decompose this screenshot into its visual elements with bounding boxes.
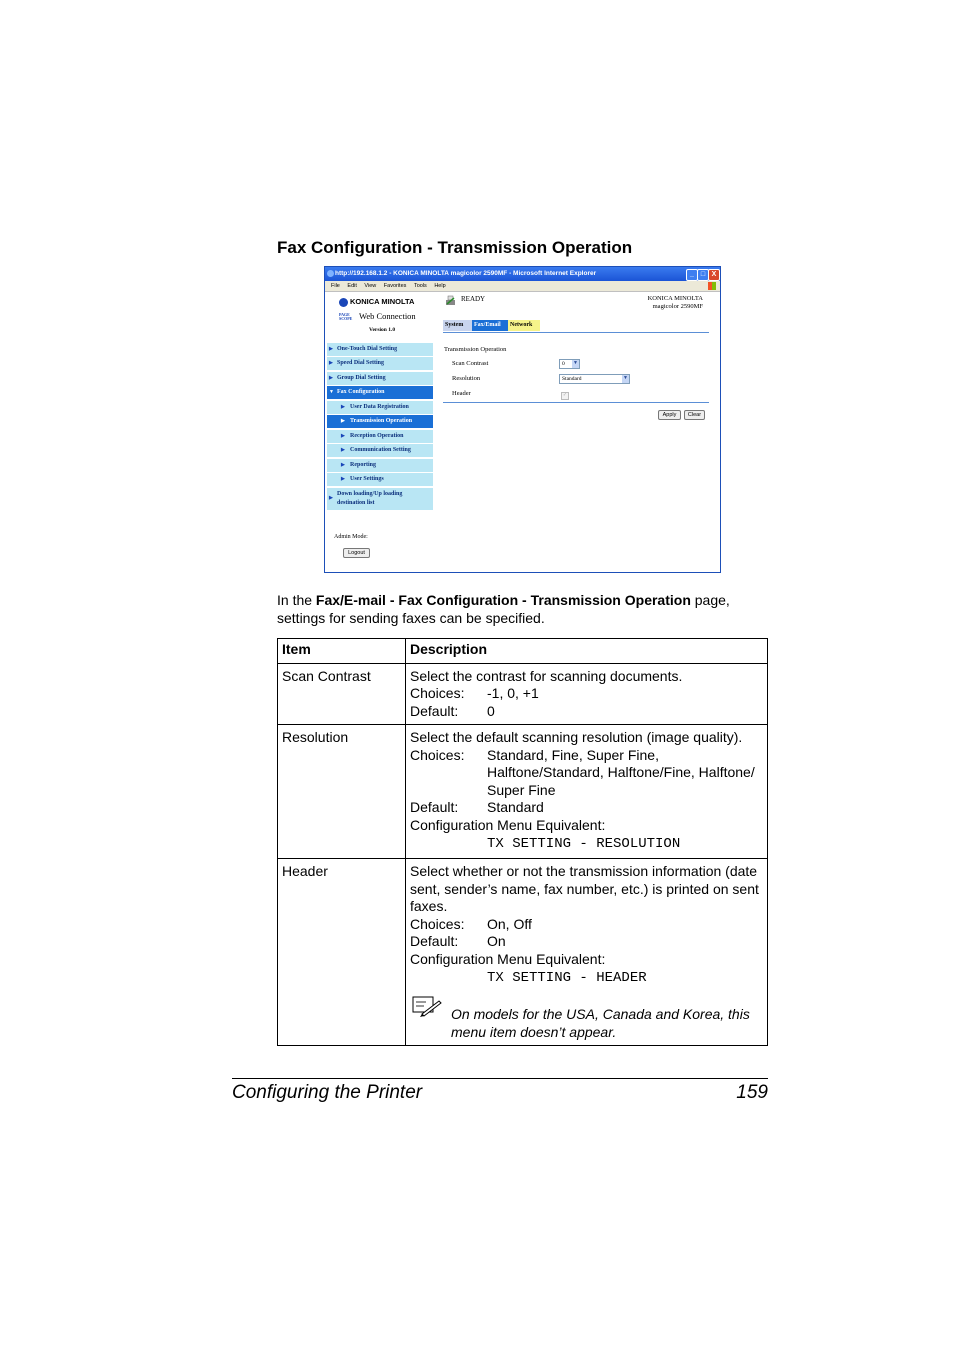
browser-titlebar <box>325 267 720 281</box>
web-connection-logo: PAGE SCOPE Web Connection <box>339 311 416 322</box>
section-title: Fax Configuration - Transmission Operation <box>277 238 633 257</box>
settings-table <box>277 638 768 1046</box>
sidebar-item-one-touch-dial[interactable]: ▶ One-Touch Dial Setting <box>327 343 433 356</box>
item-cell: Header <box>278 859 406 1046</box>
sidebar-item-transmission-operation[interactable]: ▶ Transmission Operation <box>327 415 433 428</box>
intro-paragraph: In the Fax/E-mail - Fax Configuration - Transmission Operation page, settings for sending faxes can be specified. <box>277 592 730 626</box>
item-cell: Resolution <box>278 725 406 859</box>
sidebar-item-group-dial[interactable]: ▶ Group Dial Setting <box>327 372 433 385</box>
arrow-right-icon: ▶ <box>329 376 333 381</box>
sidebar-item-download-upload[interactable]: ▶ Down loading/Up loading destination list <box>327 488 433 510</box>
item-cell: Scan Contrast <box>278 663 406 725</box>
tab-system[interactable]: System <box>443 320 472 331</box>
ie-icon <box>327 270 334 277</box>
sidebar-item-communication-setting[interactable]: ▶ Communication Setting <box>327 444 433 457</box>
printer-status-icon <box>445 295 456 307</box>
form-divider <box>443 402 709 403</box>
menu-tools[interactable]: Tools <box>413 283 427 289</box>
description-cell: Select the default scanning resolution (image quality). Choices: Standard, Fine, Super Fine, Halftone/Standard, Halftone/Fine, Halftone/ Super Fine Default: Standard Configuration Menu Equivalent: TX SETTING - RESOLUTION <box>406 725 768 859</box>
apply-button[interactable]: Apply <box>658 410 681 420</box>
konica-minolta-mark-icon <box>339 298 348 307</box>
description-cell: Select whether or not the transmission information (date sent, sender’s name, fax number, etc.) is printed on sent faxes. Choices: On, Off Default: On Configuration Menu Equivalent: TX SETTING - HEADER On models for the USA, Canada and Korea, this menu item doesn’t appear. <box>406 859 768 1046</box>
windows-logo-icon <box>708 282 716 290</box>
sidebar-item-user-settings[interactable]: ▶ User Settings <box>327 473 433 486</box>
konica-minolta-logo: KONICA MINOLTA <box>339 297 414 307</box>
browser-menubar <box>325 281 720 292</box>
tab-divider <box>443 332 709 333</box>
scan-contrast-select[interactable]: 0 ▼ <box>559 359 580 369</box>
note: On models for the USA, Canada and Korea, this menu item doesn’t appear. <box>410 1006 763 1041</box>
clear-button[interactable]: Clear <box>684 410 705 420</box>
header-label: Header <box>452 390 471 397</box>
arrow-right-icon: ▶ <box>341 463 345 468</box>
arrow-right-icon: ▶ <box>329 496 333 501</box>
resolution-label: Resolution <box>452 375 481 382</box>
sidebar-item-reception-operation[interactable]: ▶ Reception Operation <box>327 430 433 443</box>
arrow-right-icon: ▶ <box>341 419 345 424</box>
chevron-down-icon: ▼ <box>623 376 628 381</box>
scan-contrast-label: Scan Contrast <box>452 360 489 367</box>
column-header-description: Description <box>406 639 768 664</box>
form-title: Transmission Operation <box>444 346 507 353</box>
description-cell: Select the contrast for scanning documents. Choices: -1, 0, +1 Default: 0 <box>406 663 768 725</box>
menu-equivalent: TX SETTING - HEADER <box>487 970 647 986</box>
table-row <box>278 859 768 1046</box>
menu-help[interactable]: Help <box>434 283 446 289</box>
chevron-down-icon: ▼ <box>573 361 578 366</box>
browser-window <box>324 266 721 573</box>
menu-equivalent: TX SETTING - RESOLUTION <box>487 836 681 852</box>
arrow-right-icon: ▶ <box>341 448 345 453</box>
menu-view[interactable]: View <box>364 283 377 289</box>
menu-file[interactable]: File <box>331 283 340 289</box>
logout-button[interactable]: Logout <box>343 548 370 558</box>
page-number: 159 <box>736 1082 768 1103</box>
arrow-right-icon: ▶ <box>329 347 333 352</box>
header-checkbox[interactable]: ✓ <box>562 393 568 398</box>
sidebar-item-reporting[interactable]: ▶ Reporting <box>327 459 433 472</box>
minimize-button[interactable]: _ <box>686 269 698 281</box>
pagescope-logo: PAGE SCOPE <box>339 312 353 322</box>
sidebar-item-speed-dial[interactable]: ▶ Speed Dial Setting <box>327 357 433 370</box>
footer-title: Configuring the Printer <box>232 1082 423 1103</box>
arrow-right-icon: ▶ <box>341 477 345 482</box>
arrow-right-icon: ▶ <box>329 361 333 366</box>
tab-fax-email[interactable]: Fax/Email <box>472 320 508 331</box>
admin-mode-label: Admin Mode: <box>334 534 368 540</box>
arrow-right-icon: ▶ <box>341 405 345 410</box>
device-status: READY <box>461 295 486 303</box>
version-label: Version 1.0 <box>369 327 396 333</box>
menu-edit[interactable]: Edit <box>347 283 357 289</box>
browser-title: http://192.168.1.2 - KONICA MINOLTA magicolor 2590MF - Microsoft Internet Explorer <box>335 270 597 277</box>
column-header-item: Item <box>278 639 406 664</box>
close-button[interactable]: X <box>708 269 720 281</box>
sidebar-item-user-data-registration[interactable]: ▶ User Data Registration <box>327 401 433 414</box>
table-row <box>278 663 768 725</box>
maximize-button[interactable]: □ <box>697 269 709 281</box>
footer-rule <box>232 1078 768 1079</box>
resolution-select[interactable]: Standard ▼ <box>559 374 630 384</box>
tab-network[interactable]: Network <box>508 320 540 331</box>
arrow-down-icon: ▼ <box>329 390 334 395</box>
table-header-row <box>278 639 768 664</box>
device-brand: KONICA MINOLTA magicolor 2590MF <box>647 295 703 310</box>
sidebar-item-fax-configuration[interactable]: ▼ Fax Configuration <box>327 386 433 399</box>
table-row <box>278 725 768 859</box>
menu-favorites[interactable]: Favorites <box>383 283 407 289</box>
note-pencil-icon <box>412 996 442 1018</box>
arrow-right-icon: ▶ <box>341 434 345 439</box>
